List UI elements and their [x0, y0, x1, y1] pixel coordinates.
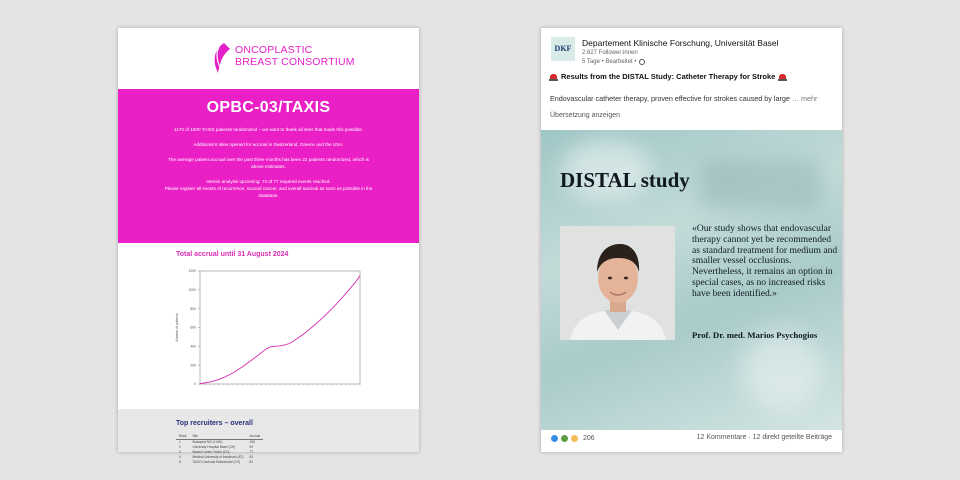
column-header: Rank [176, 434, 189, 440]
accrual-series-line [200, 276, 360, 384]
table-cell: Medical University of Innsbruck (AT) [192, 455, 244, 459]
banner-paragraph-randomized: 1170 of 1500 TAXIS patients randomized – we want to thank all sites that made this possible. [174, 127, 363, 132]
banner-title: OPBC-03/TAXIS [206, 99, 331, 116]
banner-paragraph-interim [164, 178, 374, 199]
avatar[interactable]: DKF [551, 37, 575, 61]
reaction-count: 206 [583, 435, 595, 442]
table-cell: 62 [249, 460, 253, 464]
table-cell: 1 [179, 440, 181, 444]
table-cell: 5 [179, 460, 181, 464]
column-header: Site [189, 434, 246, 440]
post-headline [550, 72, 786, 81]
plot-frame [200, 271, 360, 384]
consortium-logo [118, 28, 419, 88]
y-tick-label: 200 [190, 363, 196, 368]
table-cell: 77 [249, 450, 253, 454]
post-author[interactable]: Departement Klinische Forschung, Universität Basel [582, 38, 779, 48]
post-body [550, 94, 817, 103]
headline-text: Results from the DISTAL Study: Catheter Therapy for Stroke [561, 72, 776, 81]
column-header: Accrual [246, 434, 263, 440]
table-cell: 90 [249, 445, 253, 449]
image-title: DISTAL study [560, 168, 690, 192]
accrual-line-chart [158, 263, 398, 398]
table-row [176, 460, 263, 465]
y-tick-label: 0 [194, 382, 196, 387]
reactions-summary[interactable] [550, 434, 595, 443]
background-blur [741, 330, 821, 410]
siren-icon [550, 74, 557, 80]
recruiters-table [176, 434, 263, 465]
table-cell: 63 [249, 455, 253, 459]
social-post-card [541, 28, 842, 452]
table-cell: 108 [249, 440, 255, 444]
quote-text: «Our study shows that endovascular therapy cannot yet be recommended as standard treatment for medium and smaller vessel occlusions. Nevertheless, it remains an option in special cases, as no increased risks have been identified.» [692, 223, 838, 299]
y-axis-label: Number of patients [175, 313, 179, 342]
chart-title: Total accrual until 31 August 2024 [176, 251, 289, 258]
recruiters-section [118, 409, 419, 464]
y-tick-label: 800 [190, 306, 196, 311]
globe-icon [639, 59, 645, 65]
banner-paragraph-accrual: The average patient accrual over the past three months has been 22 patients randomized, which is above estimates. [168, 157, 369, 169]
follower-count: 2.627 Follower:innen [582, 50, 638, 56]
logo-wordmark [235, 44, 355, 68]
y-tick-label: 1200 [188, 269, 196, 274]
siren-icon [779, 74, 786, 80]
status-banner [118, 89, 419, 243]
comments-shares-link[interactable]: 12 Kommentare · 12 direkt geteilte Beiträge [696, 434, 832, 441]
background-blur [701, 160, 821, 210]
insightful-reaction-icon [570, 434, 579, 443]
logo-line2: BREAST CONSORTIUM [235, 56, 355, 68]
y-tick-label: 600 [190, 325, 196, 330]
post-timestamp: 5 Tage • Bearbeitet • [582, 59, 637, 65]
quote-author: Prof. Dr. med. Marios Psychogios [692, 330, 818, 340]
banner-register-line: Please register all events of recurrence, second cancer, and overall survival as soon as possible in the database. [164, 186, 373, 198]
recruiters-title: Top recruiters – overall [176, 420, 253, 427]
table-cell: 2 [179, 445, 181, 449]
portrait-photo [560, 226, 675, 340]
banner-paragraph-sites: Additional 6 sites opened for accrual in Switzerland, Greece and the USA. [193, 142, 344, 147]
person-portrait-icon [560, 226, 675, 340]
table-cell: Budapest NIO (HUN) [192, 440, 223, 444]
newsletter-card [118, 28, 419, 464]
post-meta [582, 59, 645, 65]
y-tick-label: 400 [190, 344, 196, 349]
see-more-link[interactable]: … mehr [791, 94, 818, 103]
logo-line1: ONCOPLASTIC [235, 44, 313, 56]
like-reaction-icon [550, 434, 559, 443]
banner-interim-line: Interim analysis upcoming: 74 of 77 required events reached. [206, 179, 331, 184]
ribbon-logo-icon [210, 41, 232, 75]
celebrate-reaction-icon [560, 434, 569, 443]
table-cell: University Hospital Basel (CH) [192, 445, 236, 449]
y-tick-label: 1000 [188, 288, 196, 293]
show-translation-link[interactable]: Übersetzung anzeigen [550, 112, 621, 119]
post-image[interactable] [541, 130, 842, 430]
table-cell: Breast Center Zürich (CH) [192, 450, 230, 454]
post-body-text: Endovascular catheter therapy, proven effective for strokes caused by large [550, 94, 790, 103]
table-cell: 3 [179, 450, 181, 454]
table-cell: 4 [179, 455, 181, 459]
table-cell: TAZiO Cantonal Switzerland (CH) [192, 460, 241, 464]
